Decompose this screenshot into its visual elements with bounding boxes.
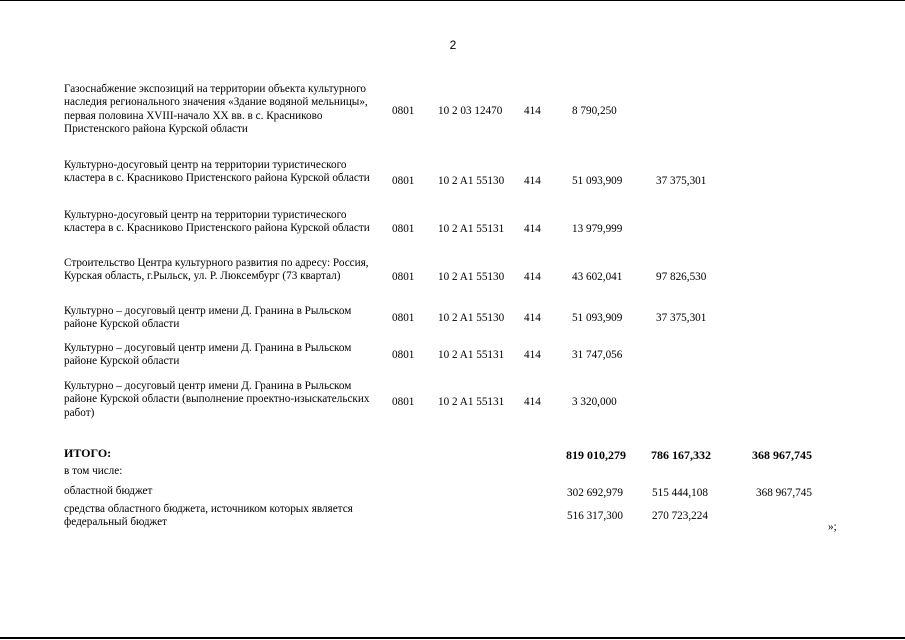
regional-budget-amount-3: 368 967,745 <box>756 487 812 499</box>
regional-budget-label: областной бюджет <box>64 485 153 497</box>
row-amount-2: 97 826,530 <box>656 271 707 283</box>
row-amount-1: 13 979,999 <box>572 223 623 235</box>
totals-amount-1: 819 010,279 <box>566 448 626 462</box>
row-target-code: 10 2 A1 55130 <box>438 271 505 283</box>
row-amount-1: 51 093,909 <box>572 312 623 324</box>
row-amount-2: 37 375,301 <box>656 175 707 187</box>
regional-budget-amount-2: 515 444,108 <box>652 487 708 499</box>
row-section: 0801 <box>392 271 415 283</box>
row-amount-1: 51 093,909 <box>572 175 623 187</box>
page-bottom-border <box>0 637 905 639</box>
page-top-border <box>0 0 905 1</box>
page-number: 2 <box>449 38 457 52</box>
row-section: 0801 <box>392 223 415 235</box>
row-target-code: 10 2 03 12470 <box>438 105 503 117</box>
totals-label: ИТОГО: <box>64 446 112 460</box>
row-description: Культурно – досуговый центр имени Д. Гранина в Рыльском районе Курской области <box>64 342 352 368</box>
row-expense-type: 414 <box>524 105 541 117</box>
row-target-code: 10 2 A1 55130 <box>438 312 505 324</box>
row-description: Строительство Центра культурного развития по адресу: Россия, Курская область, г.Рыльск, ул. Р. Люксембург (73 квартал) <box>64 257 369 283</box>
row-amount-1: 31 747,056 <box>572 349 623 361</box>
row-expense-type: 414 <box>524 312 541 324</box>
row-target-code: 10 2 A1 55131 <box>438 349 505 361</box>
row-expense-type: 414 <box>524 175 541 187</box>
federal-budget-amount-2: 270 723,224 <box>652 510 708 522</box>
row-description: Культурно-досуговый центр на территории туристического кластера в с. Красниково Пристенского района Курской области <box>64 209 370 235</box>
row-target-code: 10 2 A1 55130 <box>438 175 505 187</box>
row-description: Газоснабжение экспозиций на территории объекта культурного наследия регионального значения «Здание водяной мельницы», первая половина XVIII-начало XX вв. в с. Красниково Пристенского района Курской области <box>64 83 368 136</box>
row-amount-1: 3 320,000 <box>572 396 617 408</box>
row-expense-type: 414 <box>524 223 541 235</box>
including-label: в том числе: <box>64 465 123 477</box>
row-amount-1: 8 790,250 <box>572 105 617 117</box>
federal-budget-label: средства областного бюджета, источником которых является федеральный бюджет <box>64 503 353 529</box>
row-expense-type: 414 <box>524 396 541 408</box>
closing-quote-mark: »; <box>828 521 837 533</box>
row-target-code: 10 2 A1 55131 <box>438 396 505 408</box>
row-expense-type: 414 <box>524 349 541 361</box>
federal-budget-amount-1: 516 317,300 <box>567 510 623 522</box>
row-expense-type: 414 <box>524 271 541 283</box>
row-section: 0801 <box>392 105 415 117</box>
row-amount-2: 37 375,301 <box>656 312 707 324</box>
row-section: 0801 <box>392 396 415 408</box>
totals-amount-3: 368 967,745 <box>752 448 812 462</box>
row-description: Культурно-досуговый центр на территории туристического кластера в с. Красниково Пристенского района Курской области <box>64 159 370 185</box>
row-section: 0801 <box>392 349 415 361</box>
row-description: Культурно – досуговый центр имени Д. Гранина в Рыльском районе Курской области (выполнение проектно-изыскательских работ) <box>64 380 370 419</box>
row-target-code: 10 2 A1 55131 <box>438 223 505 235</box>
row-section: 0801 <box>392 312 415 324</box>
totals-amount-2: 786 167,332 <box>651 448 711 462</box>
row-amount-1: 43 602,041 <box>572 271 623 283</box>
regional-budget-amount-1: 302 692,979 <box>567 487 623 499</box>
row-description: Культурно – досуговый центр имени Д. Гранина в Рыльском районе Курской области <box>64 305 352 331</box>
row-section: 0801 <box>392 175 415 187</box>
